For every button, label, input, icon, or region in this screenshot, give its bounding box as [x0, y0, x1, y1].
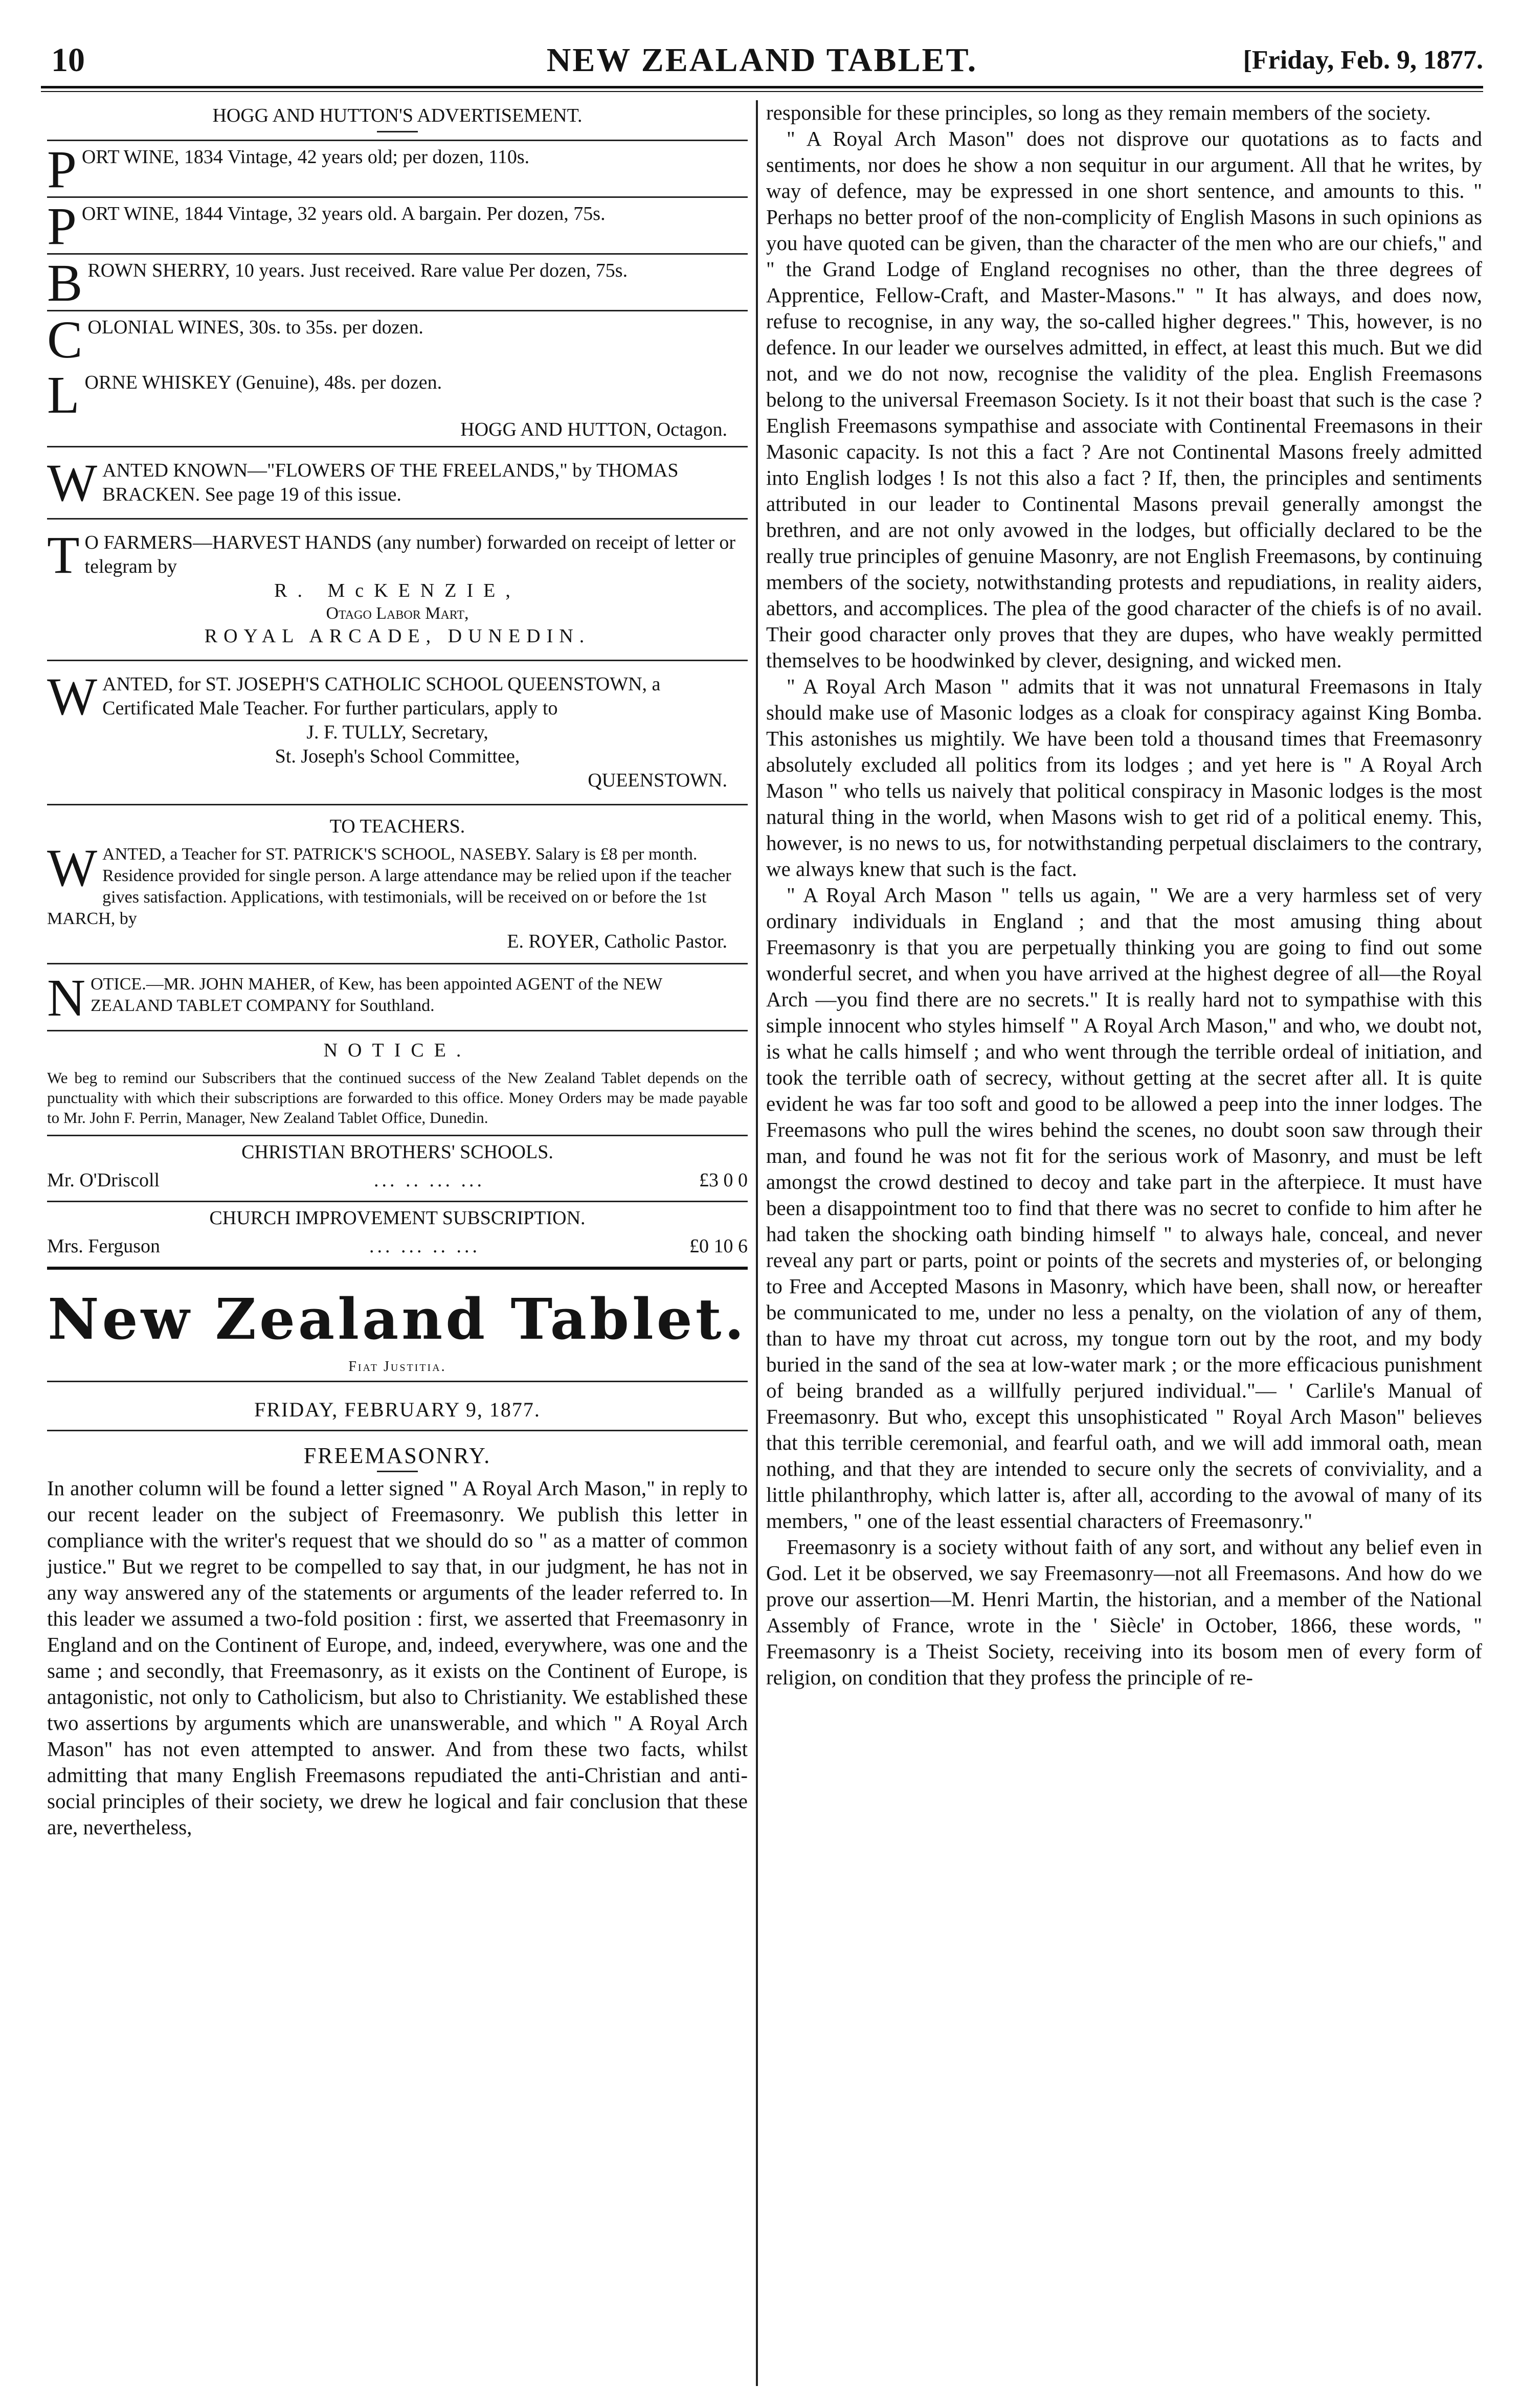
drop-cap: C	[47, 311, 83, 367]
farmers-arcade: ROYAL ARCADE, DUNEDIN.	[204, 625, 591, 647]
hogg-item-text: OLONIAL WINES, 30s. to 35s. per dozen.	[87, 317, 423, 338]
article-paragraph: " A Royal Arch Mason" does not disprove our quotations as to facts and sentiments, nor does he show a non sequitur in our argument. All that he writes, by way of defence, may be expressed in one short sentence, and amounts to this. " Perhaps no better proof of the non-complicity of English Masons in such opinions as you have quoted can be given, than the character of the men who are our chiefs," and " the Grand Lodge of England recognises no other, than the three degrees of Apprentice, Fellow-Craft, and Master-Masons." " It has always, and does now, refuse to recognise, in any way, the so-called higher degrees." This, however, is no defence. In our leader we ourselves admitted, in effect, at least this much. But we did not, and we do not now, recognise the validity of the plea. English Freemasons belong to the universal Freemason Society. Is it not their boast that such is the case ? English Freemasons sympathise and associate with Continental Freemasons in their Masonic capacity. Is not this a fact ? Are not Continental Masons freely admitted into English lodges ! Is not this also a fact ? If, then, the principles and sentiments attributed in our leader to Continental Masons prevail generally amongst the brethren, and are not only avowed in the lodges, but officially declared to be the really true principles of genuine Masonry, are not English Freemasons, by continuing members of the society, notwithstanding protests and repudiations, in reality aiders, abettors, and accomplices. The plea of the good character of the chiefs is of no avail. Their good character only proves that they are dupes, who have weakly permitted themselves to be hoodwinked by clever, designing, and wicked men.	[766, 127, 1482, 672]
teachers-text: ANTED, a Teacher for ST. PATRICK'S SCHOOL, NASEBY. Salary is £8 per month. Residence provided for single person. A large attendance may be relied upon if the teacher gives satisfaction. Applications, with testimonials, will be received on or before the 1st MARCH, by	[47, 845, 731, 928]
drop-cap: B	[47, 255, 83, 311]
flowers-advertisement	[47, 447, 748, 520]
teachers-signature: E. ROYER, Catholic Pastor.	[507, 931, 727, 952]
teachers-heading: TO TEACHERS.	[329, 816, 465, 837]
masthead-motto: Fiat Justitia.	[348, 1359, 446, 1375]
divider	[377, 1471, 418, 1472]
article-paragraph: " A Royal Arch Mason " admits that it was not unnatural Freemasons in Italy should make use of Masonic lodges as a cloak for conspiracy against King Bomba. This astonishes us mightily. We have been told a thousand times that Freemasonry absolutely excluded all politics from its lodges ; and yet here is " A Royal Arch Mason " who tells us naively that political conspiracy in Masonic lodges is the most natural thing in the world, when Masons wish to get rid of a political enemy. This, however, is no news to us, for notwithstanding perpetual disclaimers to the contrary, we always knew that such is the fact.	[766, 674, 1482, 881]
flowers-text: ANTED KNOWN—"FLOWERS OF THE FREELANDS," by THOMAS BRACKEN. See page 19 of this issue.	[102, 460, 679, 505]
drop-cap: W	[47, 672, 98, 721]
drop-cap: L	[47, 371, 80, 418]
farmers-text: O FARMERS—HARVEST HANDS (any number) forwarded on receipt of letter or telegram by	[84, 532, 736, 577]
church-heading: CHURCH IMPROVEMENT SUBSCRIPTION.	[209, 1207, 586, 1229]
maher-text: OTICE.—MR. JOHN MAHER, of Kew, has been appointed AGENT of the NEW ZEALAND TABLET COMPANY for Southland.	[91, 975, 662, 1015]
stjoseph-committee: St. Joseph's School Committee,	[275, 746, 520, 767]
article-paragraph: Freemasonry is a society without faith of any sort, and without any belief even in God. Let it be observed, we say Freemasonry—not all Freemasons. And how do we prove our assertion—M. Henri Martin, the historian, and a member of the National Assembly of France, wrote in the ' Siècle' in October, 1866, these words, " Freemasonry is a Theist Society, receiving into its bosom men of every form of religion, on condition that they profess the principle of re-	[766, 1535, 1482, 1689]
hogg-item	[47, 141, 748, 198]
drop-cap: T	[47, 531, 80, 579]
drop-cap: W	[47, 454, 98, 512]
article-paragraph: responsible for these principles, so long as they remain members of the society.	[766, 101, 1431, 124]
right-column	[766, 100, 1482, 1691]
drop-cap: P	[47, 198, 77, 255]
page-number: 10	[51, 41, 85, 79]
drop-cap: N	[47, 969, 86, 1027]
masthead-title: New Zealand Tablet.	[48, 1286, 747, 1352]
hogg-item	[47, 255, 748, 311]
hogg-advertisement	[47, 100, 748, 141]
hogg-item-text: ORNE WHISKEY (Genuine), 48s. per dozen.	[84, 372, 442, 393]
cbs-heading: CHRISTIAN BROTHERS' SCHOOLS.	[241, 1141, 553, 1163]
page-header	[41, 36, 1483, 87]
left-column	[47, 100, 748, 1844]
hogg-item-text: ORT WINE, 1834 Vintage, 42 years old; per dozen, 110s.	[81, 146, 530, 168]
cbs-name: Mr. O'Driscoll	[47, 1169, 160, 1191]
drop-cap: P	[47, 141, 77, 198]
masthead	[47, 1270, 748, 1382]
farmers-name: R. McKENZIE,	[274, 580, 521, 601]
hogg-item-text: ROWN SHERRY, 10 years. Just received. Rare value Per dozen, 75s.	[87, 260, 628, 281]
stjoseph-advertisement	[47, 661, 748, 805]
stjoseph-text: ANTED, for ST. JOSEPH'S CATHOLIC SCHOOL QUEENSTOWN, a Certificated Male Teacher. For further particulars, apply to	[102, 673, 661, 719]
subscriber-notice	[47, 1031, 748, 1136]
cbs-dots: ... .. ... ...	[374, 1169, 485, 1191]
teachers-advertisement	[47, 805, 748, 964]
hogg-item	[47, 311, 748, 367]
hogg-item-text: ORT WINE, 1844 Vintage, 32 years old. A bargain. Per dozen, 75s.	[81, 203, 606, 224]
masthead-date: FRIDAY, FEBRUARY 9, 1877.	[254, 1398, 541, 1421]
article-left-text: In another column will be found a letter signed " A Royal Arch Mason," in reply to our recent leader on the subject of Freemasonry. We publish this letter in compliance with the writer's request that we should do so " as a matter of common justice." But we regret to be compelled to say that, in our judgment, he has not in any way answered any of the statements or arguments of the leader referred to. In this leader we assumed a two-fold position : first, we asserted that Freemasonry in England and on the Continent of Europe, and, indeed, everywhere, was one and the same ; and secondly, that Freemasonry, as it exists on the Continent of Europe, is antagonistic, not only to Catholicism, but also to Christianity. We established these two assertions by arguments which are unanswerable, and which " A Royal Arch Mason" has not even attempted to answer. And from these two facts, whilst admitting that many English Freemasons repudiated the anti-Christian and anti-social principles of their society, we drew he logical and fair conclusion that these are, nevertheless,	[47, 1476, 748, 1839]
notice-heading: NOTICE.	[323, 1040, 472, 1061]
church-amount: £0 10 6	[689, 1235, 748, 1257]
christian-brothers-schools	[47, 1136, 748, 1202]
column-rule	[756, 100, 758, 2386]
hogg-item	[47, 198, 748, 255]
newspaper-title: NEW ZEALAND TABLET.	[546, 41, 978, 79]
divider	[377, 131, 418, 132]
header-rule-thin	[41, 91, 1483, 92]
article-paragraph: " A Royal Arch Mason " tells us again, " We are a very harmless set of very ordinary individuals in England ; and that the most amusing thing about Freemasonry is that you are perpetually thinking you are going to find out some wonderful secret, and when you have arrived at the highest degree of all—the Royal Arch —you find there are no secrets." It is really hard not to sympathise with this simple innocent who styles himself " A Royal Arch Mason," and who, we doubt not, is what he calls himself ; and who went through the terrible ordeal of initiation, and took the terrible oath of secrecy, without getting at the secret after all. It is quite evident he was far too soft and good to be allowed a peep into the inner lodges. The Freemasons who pull the wires behind the scenes, no doubt soon saw through their man, and found he was not fit for the serious work of Masonry, and must be left amongst the crowd destined to decoy and take part in the afterpiece. It must have been a disappointment too to find that there was no secret to confide to him after he had taken the shocking oath binding himself " to always hale, conceal, and never reveal any part or parts, point or points of the secrets and mysteries of, or belonging to Free and Accepted Masons in Masonry, which have been, shall now, or hereafter be communicated to me, under no less a penalty, on the violation of any of them, than to have my throat cut across, my tongue torn out by the root, and my body buried in the sand of the sea at low-water mark ; or the more efficacious punishment of being branded as a willfully perjured individual."— ' Carlile's Manual of Freemasonry. But who, except this unsophisticated " Royal Arch Mason" believes that this terrible ceremonial, and fearful oath, and we will add immoral oath, mean nothing, and that they are intended to secure only the secrets of conviviality, and a little philanthrophy, which latter is, after all, according to the avowal of many of its members, " one of the least essential characters of Freemasonry."	[766, 883, 1482, 1533]
church-dots: ... ... .. ...	[369, 1235, 480, 1257]
masthead-date-block	[47, 1382, 748, 1431]
church-subscription	[47, 1202, 748, 1270]
hogg-heading: HOGG AND HUTTON'S ADVERTISEMENT.	[212, 105, 583, 126]
church-name: Mrs. Ferguson	[47, 1235, 160, 1257]
header-rule	[41, 86, 1483, 88]
article-heading: FREEMASONRY.	[303, 1443, 491, 1468]
stjoseph-town: QUEENSTOWN.	[588, 770, 727, 791]
farmers-mart: Otago Labor Mart,	[326, 604, 469, 623]
header-date: [Friday, Feb. 9, 1877.	[1243, 46, 1483, 75]
hogg-item	[47, 367, 748, 447]
maher-notice	[47, 964, 748, 1031]
article-start	[47, 1431, 748, 1844]
farmers-advertisement	[47, 520, 748, 661]
notice-text: We beg to remind our Subscribers that the continued success of the New Zealand Tablet depends on the punctuality with which their subscriptions are forwarded to this office. Money Orders may be made payable to Mr. John F. Perrin, Manager, New Zealand Tablet Office, Dunedin.	[47, 1069, 748, 1127]
hogg-signature: HOGG AND HUTTON, Octagon.	[460, 419, 727, 440]
drop-cap: W	[47, 844, 98, 897]
cbs-amount: £3 0 0	[699, 1169, 748, 1191]
stjoseph-name: J. F. TULLY, Secretary,	[306, 722, 488, 743]
